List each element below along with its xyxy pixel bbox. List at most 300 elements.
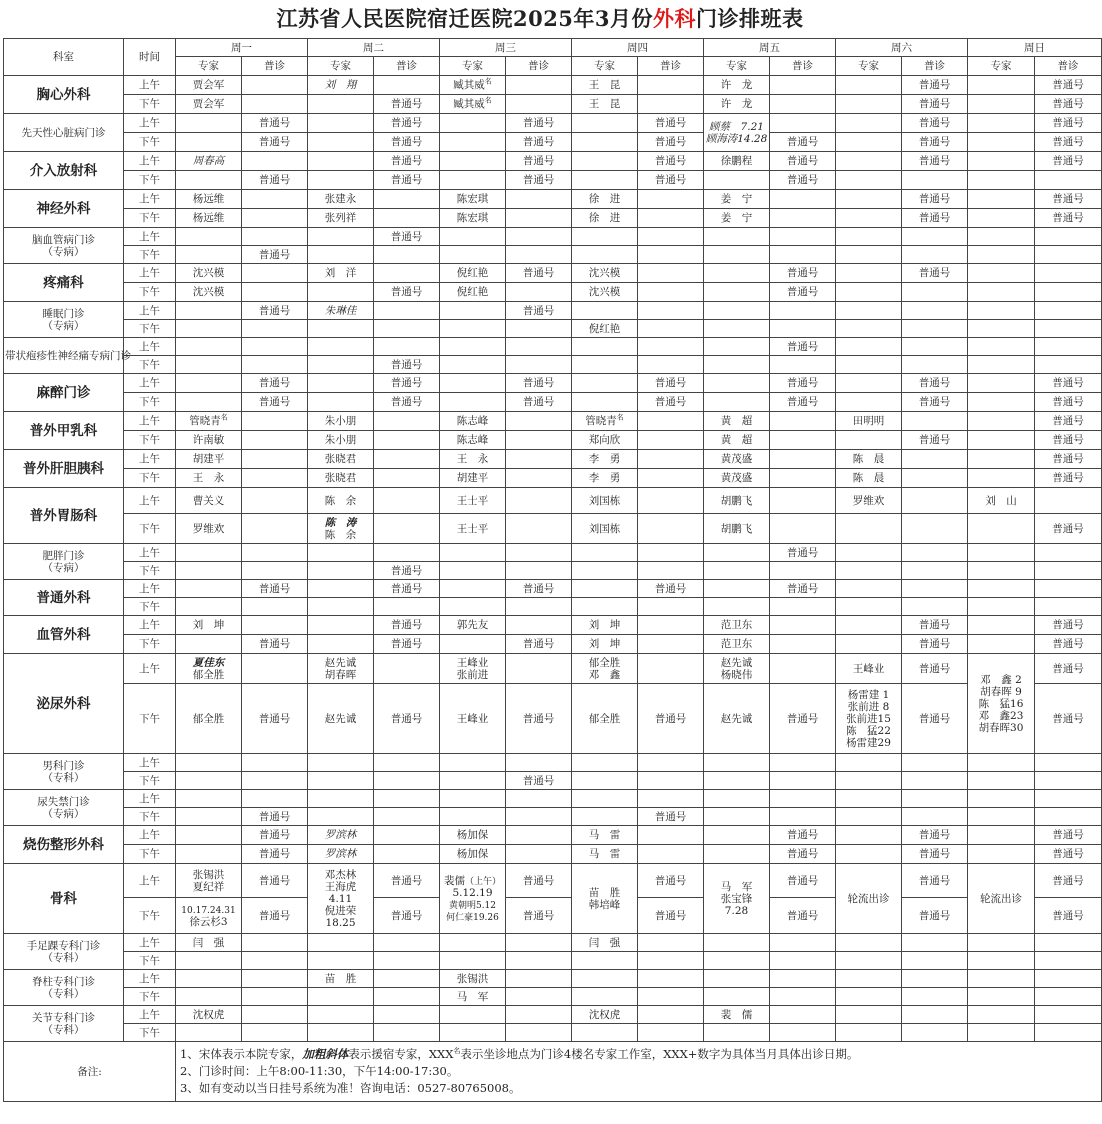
empty-cell — [506, 228, 572, 246]
empty-cell — [968, 826, 1035, 845]
cell-expert: 王 永 — [440, 450, 506, 469]
time-am: 上午 — [124, 1006, 176, 1024]
empty-cell — [836, 356, 902, 374]
cell-general: 普通号 — [1035, 514, 1102, 544]
empty-cell — [506, 488, 572, 514]
cell-general: 普通号 — [506, 114, 572, 133]
empty-cell — [836, 338, 902, 356]
empty-cell — [308, 356, 374, 374]
empty-cell — [374, 808, 440, 826]
empty-cell — [836, 114, 902, 133]
cell-expert: 徐 进 — [572, 209, 638, 228]
cell-general: 普通号 — [1035, 412, 1102, 431]
empty-cell — [770, 754, 836, 772]
empty-cell — [902, 338, 968, 356]
header-general: 普诊 — [902, 57, 968, 76]
cell-expert: 徐鹏程 — [704, 152, 770, 171]
empty-cell — [836, 562, 902, 580]
cell-general: 普通号 — [638, 374, 704, 393]
empty-cell — [638, 598, 704, 616]
cell-general: 普通号 — [770, 171, 836, 190]
empty-cell — [242, 338, 308, 356]
empty-cell — [902, 246, 968, 264]
empty-cell — [704, 845, 770, 864]
empty-cell — [968, 133, 1035, 152]
cell-general: 普通号 — [374, 228, 440, 246]
empty-cell — [770, 970, 836, 988]
cell-expert: 胡鹏飞 — [704, 488, 770, 514]
empty-cell — [770, 320, 836, 338]
cell-expert: 郁全胜 — [176, 684, 242, 754]
cell-general: 普通号 — [902, 133, 968, 152]
empty-cell — [440, 772, 506, 790]
empty-cell — [242, 152, 308, 171]
cell-expert: 沈兴模 — [572, 283, 638, 302]
empty-cell — [836, 1006, 902, 1024]
empty-cell — [638, 283, 704, 302]
empty-cell — [440, 790, 506, 808]
empty-cell — [176, 790, 242, 808]
cell-expert: 倪红艳 — [572, 320, 638, 338]
empty-cell — [968, 412, 1035, 431]
empty-cell — [902, 544, 968, 562]
cell-general: 普通号 — [1035, 95, 1102, 114]
empty-cell — [770, 1006, 836, 1024]
time-am: 上午 — [124, 544, 176, 562]
empty-cell — [308, 133, 374, 152]
header-expert: 专家 — [836, 57, 902, 76]
cell-expert: 陈 涛 陈 余 — [308, 514, 374, 544]
empty-cell — [638, 514, 704, 544]
dept-name: 疼痛科 — [4, 264, 124, 302]
cell-expert: 贾会军 — [176, 76, 242, 95]
cell-expert: 马 军 — [440, 988, 506, 1006]
time-pm: 下午 — [124, 562, 176, 580]
empty-cell — [242, 283, 308, 302]
empty-cell — [836, 970, 902, 988]
empty-cell — [374, 320, 440, 338]
empty-cell — [704, 246, 770, 264]
empty-cell — [242, 320, 308, 338]
cell-expert: 裴 儒 — [704, 1006, 770, 1024]
empty-cell — [440, 1006, 506, 1024]
empty-cell — [638, 970, 704, 988]
empty-cell — [1035, 808, 1102, 826]
empty-cell — [638, 356, 704, 374]
empty-cell — [572, 952, 638, 970]
empty-cell — [704, 598, 770, 616]
empty-cell — [440, 754, 506, 772]
time-pm: 下午 — [124, 514, 176, 544]
cell-expert: 臧其威$^名$ — [440, 95, 506, 114]
empty-cell — [440, 562, 506, 580]
empty-cell — [704, 970, 770, 988]
empty-cell — [836, 952, 902, 970]
empty-cell — [638, 320, 704, 338]
empty-cell — [440, 228, 506, 246]
empty-cell — [506, 808, 572, 826]
empty-cell — [836, 152, 902, 171]
cell-general: 普通号 — [770, 684, 836, 754]
empty-cell — [1035, 952, 1102, 970]
empty-cell — [836, 228, 902, 246]
empty-cell — [506, 952, 572, 970]
cell-general: 普通号 — [242, 635, 308, 654]
empty-cell — [770, 246, 836, 264]
time-am: 上午 — [124, 488, 176, 514]
empty-cell — [506, 450, 572, 469]
empty-cell — [770, 431, 836, 450]
empty-cell — [968, 598, 1035, 616]
empty-cell — [572, 562, 638, 580]
cell-general: 普通号 — [506, 133, 572, 152]
cell-general: 普通号 — [374, 95, 440, 114]
cell-general: 普通号 — [242, 845, 308, 864]
cell-expert: 陈 晨 — [836, 450, 902, 469]
empty-cell — [1035, 283, 1102, 302]
empty-cell — [968, 580, 1035, 598]
empty-cell — [836, 283, 902, 302]
empty-cell — [1035, 171, 1102, 190]
empty-cell — [572, 114, 638, 133]
empty-cell — [308, 283, 374, 302]
empty-cell — [176, 826, 242, 845]
empty-cell — [308, 580, 374, 598]
empty-cell — [242, 790, 308, 808]
empty-cell — [242, 988, 308, 1006]
empty-cell — [308, 544, 374, 562]
empty-cell — [836, 374, 902, 393]
empty-cell — [572, 133, 638, 152]
empty-cell — [770, 450, 836, 469]
empty-cell — [968, 970, 1035, 988]
empty-cell — [770, 95, 836, 114]
cell-general: 普通号 — [374, 898, 440, 934]
empty-cell — [836, 598, 902, 616]
cell-general: 普通号 — [506, 264, 572, 283]
cell-general: 普通号 — [902, 76, 968, 95]
cell-expert: 刘 坤 — [176, 616, 242, 635]
dept-name: 尿失禁门诊 （专病） — [4, 790, 124, 826]
time-am: 上午 — [124, 790, 176, 808]
empty-cell — [572, 152, 638, 171]
cell-expert: 刘 山 — [968, 488, 1035, 514]
empty-cell — [506, 1006, 572, 1024]
cell-expert: 朱小朋 — [308, 412, 374, 431]
empty-cell — [1035, 772, 1102, 790]
cell-expert: 王 昆 — [572, 76, 638, 95]
cell-general: 普通号 — [506, 772, 572, 790]
dept-name: 脑血管病门诊 （专病） — [4, 228, 124, 264]
empty-cell — [176, 114, 242, 133]
empty-cell — [242, 772, 308, 790]
empty-cell — [836, 934, 902, 952]
cell-general: 普通号 — [770, 152, 836, 171]
time-am: 上午 — [124, 228, 176, 246]
empty-cell — [242, 562, 308, 580]
cell-expert: 邓 鑫 2 胡春晖 9 陈 猛16 邓 鑫23 胡春晖30 — [968, 654, 1035, 754]
cell-expert: 王峰业 — [836, 654, 902, 684]
cell-general: 普通号 — [770, 544, 836, 562]
cell-general: 普通号 — [506, 152, 572, 171]
cell-general: 普通号 — [1035, 864, 1102, 898]
cell-expert: 倪红艳 — [440, 283, 506, 302]
empty-cell — [374, 338, 440, 356]
empty-cell — [572, 374, 638, 393]
empty-cell — [638, 412, 704, 431]
empty-cell — [902, 754, 968, 772]
cell-general: 普通号 — [506, 580, 572, 598]
cell-expert: 闫 强 — [572, 934, 638, 952]
cell-general: 普通号 — [506, 864, 572, 898]
empty-cell — [770, 790, 836, 808]
empty-cell — [968, 952, 1035, 970]
empty-cell — [704, 580, 770, 598]
empty-cell — [440, 338, 506, 356]
cell-general: 普通号 — [770, 374, 836, 393]
cell-expert: 刘 坤 — [572, 616, 638, 635]
header-expert: 专家 — [440, 57, 506, 76]
empty-cell — [242, 654, 308, 684]
header-day: 周四 — [572, 39, 704, 57]
empty-cell — [704, 826, 770, 845]
empty-cell — [308, 562, 374, 580]
empty-cell — [770, 76, 836, 95]
cell-general: 普通号 — [902, 864, 968, 898]
empty-cell — [440, 302, 506, 320]
empty-cell — [572, 580, 638, 598]
empty-cell — [770, 302, 836, 320]
empty-cell — [836, 514, 902, 544]
empty-cell — [638, 209, 704, 228]
cell-expert: 臧其威$^名$ — [440, 76, 506, 95]
cell-expert: 许 龙 — [704, 76, 770, 95]
time-pm: 下午 — [124, 845, 176, 864]
cell-expert: 苗 胜 — [308, 970, 374, 988]
empty-cell — [770, 209, 836, 228]
empty-cell — [440, 320, 506, 338]
empty-cell — [704, 562, 770, 580]
cell-general: 普通号 — [1035, 431, 1102, 450]
cell-general: 普通号 — [242, 393, 308, 412]
empty-cell — [440, 133, 506, 152]
empty-cell — [704, 338, 770, 356]
empty-cell — [704, 754, 770, 772]
cell-general: 普通号 — [1035, 635, 1102, 654]
cell-general: 普通号 — [1035, 209, 1102, 228]
empty-cell — [836, 616, 902, 635]
empty-cell — [308, 246, 374, 264]
cell-general: 普通号 — [902, 114, 968, 133]
empty-cell — [638, 228, 704, 246]
empty-cell — [506, 654, 572, 684]
cell-expert: 刘国栋 — [572, 488, 638, 514]
empty-cell — [374, 544, 440, 562]
empty-cell — [242, 544, 308, 562]
empty-cell — [572, 171, 638, 190]
cell-general: 普通号 — [638, 684, 704, 754]
empty-cell — [374, 190, 440, 209]
empty-cell — [902, 469, 968, 488]
empty-cell — [704, 356, 770, 374]
empty-cell — [638, 654, 704, 684]
cell-expert: 李 勇 — [572, 450, 638, 469]
empty-cell — [374, 302, 440, 320]
empty-cell — [968, 264, 1035, 283]
cell-general: 普通号 — [374, 616, 440, 635]
empty-cell — [374, 988, 440, 1006]
empty-cell — [506, 283, 572, 302]
time-am: 上午 — [124, 114, 176, 133]
empty-cell — [902, 488, 968, 514]
empty-cell — [1035, 264, 1102, 283]
cell-expert: 杨加保 — [440, 826, 506, 845]
schedule-table — [3, 38, 1102, 1102]
header-day: 周六 — [836, 39, 968, 57]
cell-expert: 罗维欢 — [176, 514, 242, 544]
empty-cell — [968, 209, 1035, 228]
empty-cell — [506, 412, 572, 431]
empty-cell — [770, 514, 836, 544]
empty-cell — [572, 356, 638, 374]
cell-general: 普通号 — [638, 133, 704, 152]
empty-cell — [704, 171, 770, 190]
cell-general: 普通号 — [770, 393, 836, 412]
empty-cell — [836, 988, 902, 1006]
header-general: 普诊 — [242, 57, 308, 76]
cell-expert: 苗 胜 韩培峰 — [572, 864, 638, 934]
empty-cell — [902, 450, 968, 469]
time-am: 上午 — [124, 970, 176, 988]
empty-cell — [770, 1024, 836, 1042]
empty-cell — [176, 544, 242, 562]
header-dept: 科室 — [4, 39, 124, 76]
empty-cell — [902, 580, 968, 598]
empty-cell — [968, 283, 1035, 302]
empty-cell — [440, 808, 506, 826]
empty-cell — [902, 952, 968, 970]
cell-general: 普通号 — [374, 133, 440, 152]
time-pm: 下午 — [124, 283, 176, 302]
empty-cell — [638, 826, 704, 845]
empty-cell — [902, 562, 968, 580]
page-title: 江苏省人民医院宿迁医院2025年3月份外科门诊排班表 — [276, 6, 804, 31]
cell-expert: 胡建平 — [176, 450, 242, 469]
cell-expert: 沈权虎 — [572, 1006, 638, 1024]
empty-cell — [1035, 246, 1102, 264]
empty-cell — [704, 320, 770, 338]
cell-expert: 许 龙 — [704, 95, 770, 114]
cell-general: 普通号 — [638, 580, 704, 598]
empty-cell — [902, 1024, 968, 1042]
empty-cell — [638, 845, 704, 864]
empty-cell — [836, 772, 902, 790]
cell-expert: 张建永 — [308, 190, 374, 209]
empty-cell — [176, 133, 242, 152]
empty-cell — [440, 598, 506, 616]
cell-expert: 张列祥 — [308, 209, 374, 228]
empty-cell — [968, 988, 1035, 1006]
empty-cell — [506, 514, 572, 544]
empty-cell — [374, 1006, 440, 1024]
time-am: 上午 — [124, 374, 176, 393]
cell-general: 普通号 — [374, 562, 440, 580]
cell-expert: 陈 余 — [308, 488, 374, 514]
empty-cell — [308, 598, 374, 616]
dept-name: 普外甲乳科 — [4, 412, 124, 450]
cell-expert: 王士平 — [440, 514, 506, 544]
cell-expert: 朱琳佳 — [308, 302, 374, 320]
cell-general: 普通号 — [242, 374, 308, 393]
cell-general: 普通号 — [242, 808, 308, 826]
empty-cell — [1035, 544, 1102, 562]
header-expert: 专家 — [968, 57, 1035, 76]
empty-cell — [836, 431, 902, 450]
empty-cell — [1035, 988, 1102, 1006]
empty-cell — [1035, 320, 1102, 338]
cell-expert: 杨远维 — [176, 209, 242, 228]
empty-cell — [440, 374, 506, 393]
cell-expert: 张锡洪 夏纪祥 — [176, 864, 242, 898]
empty-cell — [176, 1024, 242, 1042]
cell-expert: 胡鹏飞 — [704, 514, 770, 544]
cell-expert: 轮流出诊 — [836, 864, 902, 934]
cell-expert: 赵先诚 胡春晖 — [308, 654, 374, 684]
empty-cell — [836, 76, 902, 95]
empty-cell — [440, 635, 506, 654]
cell-expert: 夏佳东 郁全胜 — [176, 654, 242, 684]
empty-cell — [572, 808, 638, 826]
cell-general: 普通号 — [638, 864, 704, 898]
cell-expert: 王 昆 — [572, 95, 638, 114]
cell-general: 普通号 — [902, 374, 968, 393]
empty-cell — [440, 544, 506, 562]
cell-expert: 刘 洋 — [308, 264, 374, 283]
empty-cell — [902, 302, 968, 320]
time-pm: 下午 — [124, 469, 176, 488]
cell-expert: 郭先友 — [440, 616, 506, 635]
cell-general: 普通号 — [506, 374, 572, 393]
empty-cell — [506, 209, 572, 228]
cell-general: 普通号 — [1035, 450, 1102, 469]
empty-cell — [902, 988, 968, 1006]
empty-cell — [242, 450, 308, 469]
empty-cell — [704, 264, 770, 283]
cell-expert: 沈兴模 — [572, 264, 638, 283]
time-pm: 下午 — [124, 356, 176, 374]
empty-cell — [770, 356, 836, 374]
empty-cell — [308, 338, 374, 356]
cell-general: 普通号 — [770, 864, 836, 898]
empty-cell — [638, 76, 704, 95]
cell-general: 普通号 — [638, 152, 704, 171]
cell-expert: 陈宏琪 — [440, 190, 506, 209]
cell-expert: 郁全胜 邓 鑫 — [572, 654, 638, 684]
empty-cell — [638, 934, 704, 952]
time-am: 上午 — [124, 76, 176, 95]
cell-general: 普通号 — [242, 580, 308, 598]
dept-name: 骨科 — [4, 864, 124, 934]
empty-cell — [374, 754, 440, 772]
empty-cell — [902, 1006, 968, 1024]
header-expert: 专家 — [308, 57, 374, 76]
empty-cell — [902, 934, 968, 952]
empty-cell — [308, 754, 374, 772]
empty-cell — [836, 544, 902, 562]
cell-general: 普通号 — [1035, 114, 1102, 133]
empty-cell — [572, 754, 638, 772]
empty-cell — [968, 356, 1035, 374]
